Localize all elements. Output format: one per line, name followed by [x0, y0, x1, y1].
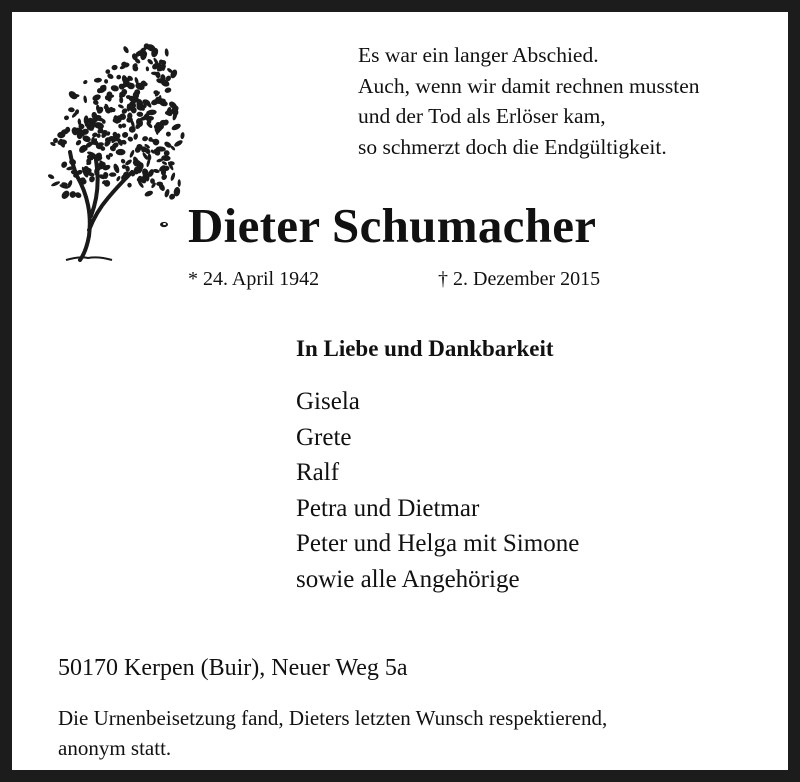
leaf: [82, 79, 88, 85]
poem-line: Es war ein langer Abschied.: [358, 43, 599, 67]
thanks-heading: In Liebe und Dankbarkeit: [296, 336, 554, 361]
leaf: [133, 133, 139, 140]
leaf: [116, 175, 122, 182]
mourner-item: Petra und Dietmar: [296, 494, 480, 522]
leaf: [164, 48, 169, 57]
address: 50170 Kerpen (Buir), Neuer Weg 5a: [58, 655, 408, 681]
tree-icon: [36, 40, 196, 262]
leaf: [146, 58, 154, 65]
leaf: [111, 64, 118, 71]
leaf: [127, 136, 134, 143]
leaf: [51, 180, 61, 187]
leaf: [83, 95, 88, 103]
burial-note-line: anonym statt.: [58, 736, 172, 760]
mourner-item: Gisela: [296, 388, 360, 415]
leaf: [161, 160, 167, 165]
leaf: [94, 77, 102, 83]
leaf: [164, 87, 172, 94]
leaf: [145, 66, 149, 71]
leaf: [116, 149, 126, 155]
mourner-item: sowie alle Angehörige: [296, 565, 520, 593]
burial-note-line: Die Urnenbeisetzung fand, Dieters letzten Wunsch respektierend,: [58, 706, 608, 730]
leaf: [173, 139, 184, 148]
mourners-list: [296, 384, 579, 597]
leaf: [60, 160, 68, 169]
poem-line: und der Tod als Erlöser kam,: [358, 104, 606, 128]
leaf: [60, 189, 71, 200]
poem-line: so schmerzt doch die Endgültigkeit.: [358, 134, 667, 159]
leaf: [68, 107, 75, 112]
leaf: [171, 122, 182, 131]
leaf: [75, 139, 82, 147]
leaf: [178, 179, 181, 187]
leaf: [109, 172, 116, 177]
birth-date: * 24. April 1942: [188, 268, 320, 290]
leaf: [127, 182, 132, 188]
leaf: [136, 112, 143, 118]
mourner-item: Ralf: [296, 459, 340, 486]
leaf: [47, 173, 55, 180]
leaf: [63, 115, 69, 121]
leaf: [118, 123, 123, 129]
leaf: [110, 84, 119, 92]
death-date: † 2. Dezember 2015: [438, 268, 601, 290]
leaf: [142, 135, 149, 142]
mourner-item: Peter und Helga mit Simone: [296, 530, 580, 557]
leaf: [144, 190, 154, 198]
burial-note: [58, 703, 768, 763]
leaf: [122, 45, 130, 54]
leaf: [57, 139, 67, 146]
leaf: [104, 79, 109, 84]
leaf: [119, 97, 123, 103]
leaf: [116, 74, 122, 79]
leaf: [166, 132, 171, 137]
leaf: [117, 104, 124, 110]
decorative-mark: [159, 221, 169, 228]
mourner-item: Grete: [296, 423, 352, 451]
deceased-name: Dieter Schumacher: [188, 198, 597, 253]
poem: [358, 40, 788, 162]
leaf: [180, 132, 185, 139]
leaf: [88, 175, 96, 183]
leaf: [112, 163, 120, 174]
poem-line: Auch, wenn wir damit rechnen mussten: [358, 73, 700, 98]
leaf: [170, 172, 176, 181]
